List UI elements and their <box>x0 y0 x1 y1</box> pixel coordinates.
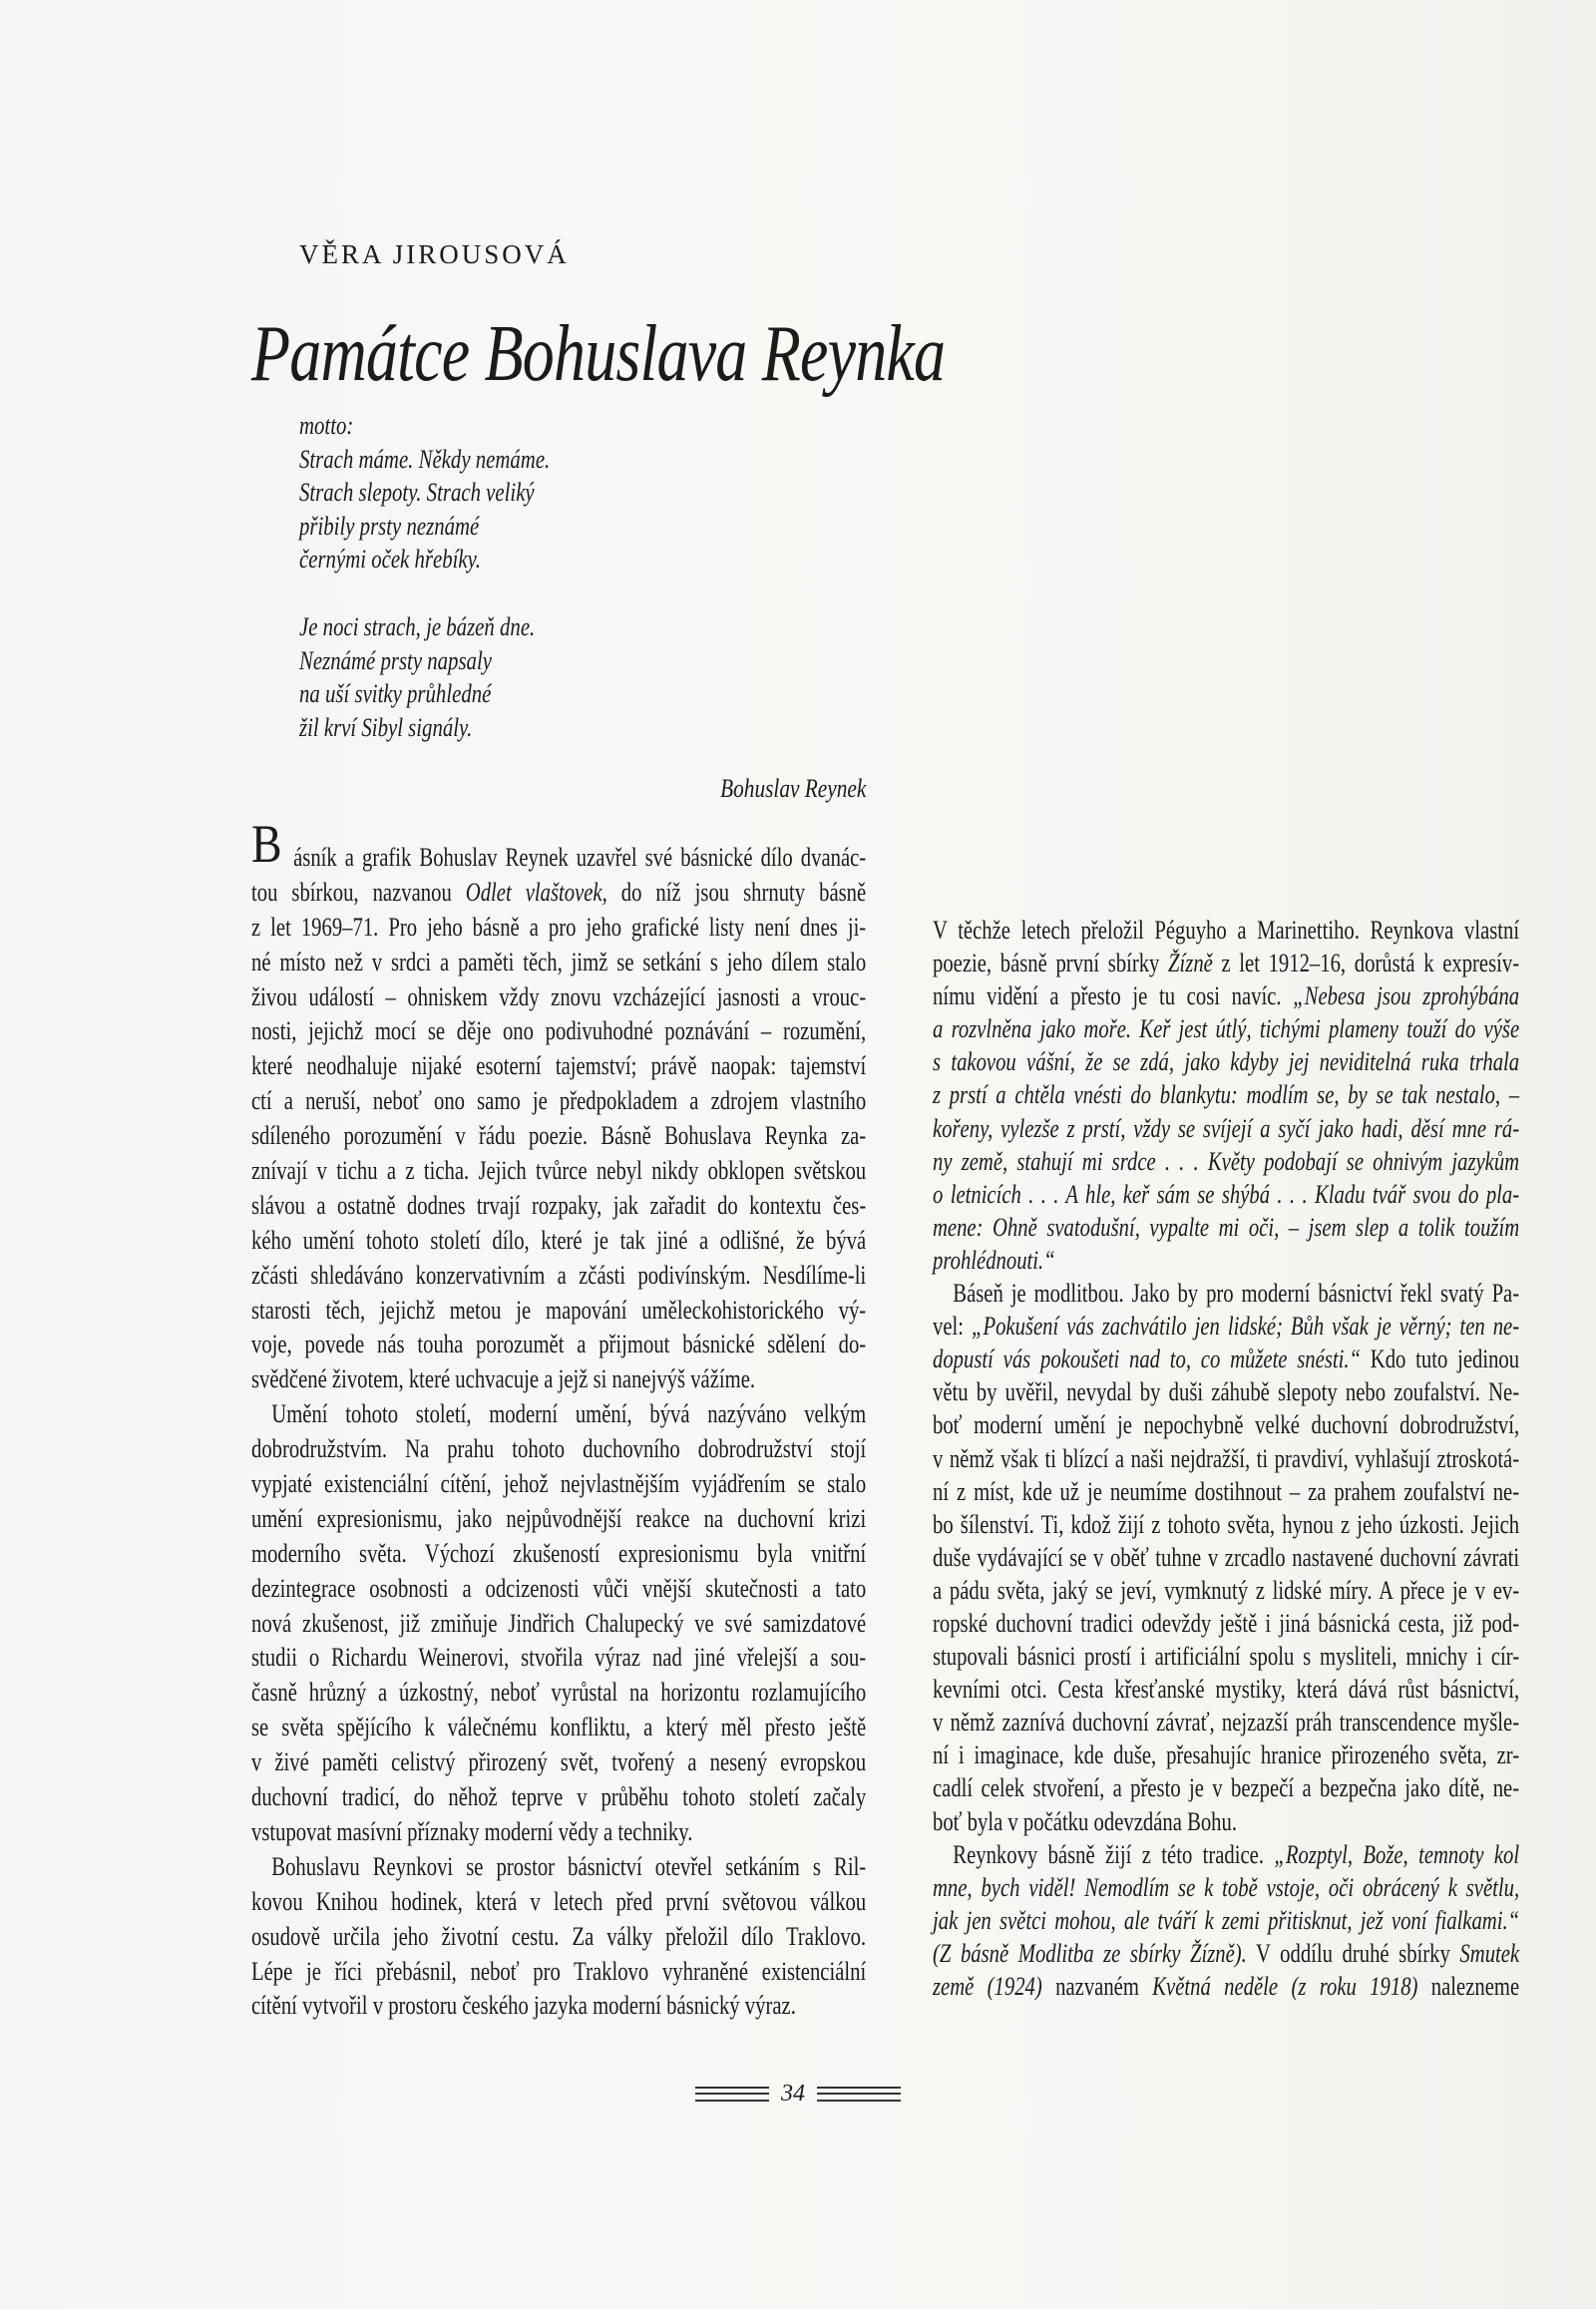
text-segment: tou sbírkou, nazvanou <box>251 876 466 907</box>
italic-quote-segment: „Rozptyl, Bože, temnoty kol <box>1274 1838 1520 1869</box>
text-line <box>933 1442 1519 1475</box>
text-segment: znívají v tichu a z ticha. Jejich tvůrce nebyl nikdy obklopen světskou <box>251 1155 867 1186</box>
text-line <box>933 1508 1519 1541</box>
text-line <box>251 1153 866 1188</box>
text-segment: ctí a neruší, neboť ono samo je předpokladem a zdrojem vlastního <box>251 1085 867 1116</box>
motto-line: černými oček hřebíky. <box>299 545 481 574</box>
decorative-rule-right <box>817 2087 901 2102</box>
text-segment: duše vydávající se v oběť tuhne v zrcadlo nastavené duchovní závrati <box>933 1541 1520 1572</box>
text-segment: né místo než v srdci a paměti těch, jimž se setkání s jeho dílem stalo <box>251 946 867 976</box>
motto-label: motto: <box>299 411 354 440</box>
drop-cap-letter: B <box>251 814 282 874</box>
text-segment: boť moderní umění je nepochybně velké duchovní dobrodružství, <box>933 1409 1520 1440</box>
text-line <box>933 1771 1519 1804</box>
text-segment: nová zkušenost, již zmiňuje Jindřich Chalupecký ve své samizdatové <box>251 1607 867 1638</box>
text-segment: voje, povede nás touha porozumět a přijmout básnické sdělení do- <box>251 1329 867 1359</box>
text-line <box>251 1396 866 1431</box>
italic-quote-segment: „Pokušení vás zachvátilo jen lidské; Bůh však je věrný; ten ne- <box>971 1311 1520 1342</box>
text-line <box>251 945 866 979</box>
decorative-rule-left <box>695 2087 769 2102</box>
text-segment: vypjaté existenciální cítění, jehož nejvlastnějším vyjádřením se stalo <box>251 1468 867 1499</box>
text-segment: moderního světa. Výchozí zkušeností expresionismu byla vnitřní <box>251 1537 867 1568</box>
text-segment: bo šílenství. Ti, kdož žijí z tohoto světa, hynou z jeho úzkosti. Jejich <box>933 1508 1520 1539</box>
italic-quote-segment: Květná neděle (z roku 1918) <box>1152 1971 1418 2001</box>
text-line <box>933 1706 1519 1738</box>
italic-quote-segment: Smutek <box>1459 1937 1520 1968</box>
text-line <box>933 1310 1519 1343</box>
text-line <box>933 1937 1519 1970</box>
text-segment: studii o Richardu Weinerovi, stvořila výraz nad jiné vřelejší a sou- <box>251 1642 867 1673</box>
italic-quote-segment: s takovou vášní, že se zdá, jako kdyby jej neviditelná ruka trhala <box>933 1046 1520 1077</box>
text-segment: nímu vidění a přesto je tu cosi navíc. <box>933 980 1294 1011</box>
motto-line: Je noci strach, je bázeň dne. <box>299 612 536 641</box>
italic-quote-segment: a rozvlněna jako moře. Keř jest útlý, tichými plameny touží do výše <box>933 1013 1520 1044</box>
text-line <box>251 1536 866 1571</box>
italic-quote-segment: dopustí vás pokoušeti nad to, co můžete snésti.“ <box>933 1344 1362 1374</box>
text-segment: Bohuslavu Reynkovi se prostor básnictví otevřel setkáním s Ril- <box>271 1850 867 1881</box>
text-line <box>933 1045 1519 1078</box>
text-line <box>933 1244 1519 1277</box>
text-line <box>251 1814 866 1849</box>
text-segment: starosti těch, jejichž metou je mapování uměleckohistorického vý- <box>251 1294 867 1325</box>
text-line <box>933 1871 1519 1904</box>
text-segment: vstupovat masívní příznaky moderní vědy a techniky. <box>251 1815 693 1846</box>
text-line <box>251 1919 866 1954</box>
text-line <box>251 1744 866 1779</box>
text-line <box>251 1293 866 1328</box>
text-line <box>933 1673 1519 1706</box>
italic-quote-segment: mene: Ohně svatodušní, vypalte mi oči, – jsem slep a tolik toužím <box>933 1211 1520 1242</box>
text-line <box>251 1884 866 1919</box>
italic-quote-segment: kořeny, vylezše z prstí, vždy se svíjejí a syčí jako hadi, děsí mne rá- <box>933 1112 1520 1143</box>
text-segment: Umění tohoto století, moderní umění, bývá nazýváno velkým <box>271 1398 867 1429</box>
motto-stanza-2 <box>299 610 535 744</box>
text-line <box>251 979 866 1014</box>
text-line <box>251 1675 866 1710</box>
text-segment: z let 1969–71. Pro jeho básně a pro jeho grafické listy není dnes ji- <box>251 911 867 942</box>
text-line <box>251 1361 866 1396</box>
text-line <box>251 840 866 875</box>
motto-stanza-1 <box>299 409 550 577</box>
text-line <box>251 1431 866 1466</box>
text-line <box>933 1970 1519 2003</box>
text-segment: z let 1912–16, dorůstá k expresív- <box>1212 948 1520 978</box>
text-segment: umění expresionismu, jako nejpůvodnější reakce na duchovní krizi <box>251 1502 867 1533</box>
motto-line: přibily prsty neznámé <box>299 511 480 541</box>
text-line <box>933 1805 1519 1838</box>
text-line <box>933 1277 1519 1310</box>
text-line <box>933 1112 1519 1145</box>
text-segment: boť byla v počátku odevzdána Bohu. <box>933 1805 1238 1836</box>
text-segment: Lépe je říci přebásnil, neboť pro Traklovo vyhraněné existenciální <box>251 1955 867 1986</box>
right-text-column <box>933 914 1519 2003</box>
text-line <box>251 1606 866 1641</box>
author-name: VĚRA JIROUSOVÁ <box>299 239 570 269</box>
text-line <box>251 1779 866 1814</box>
text-segment: ní i imaginace, kde duše, přesahujíc hranice přirozeného světa, zr- <box>933 1739 1520 1770</box>
italic-quote-segment: ny země, stahují mi srdce . . . Květy podobají se ohnivým jazykům <box>933 1145 1520 1176</box>
motto-line: Strach máme. Někdy nemáme. <box>299 444 551 474</box>
text-line <box>251 1223 866 1258</box>
text-line <box>251 875 866 910</box>
text-segment: sdíleného porozumění v řádu poezie. Básně Bohuslava Reynka za- <box>251 1120 867 1151</box>
text-line <box>933 1012 1519 1045</box>
text-segment: zčásti shledáváno konzervativním a zčásti podivínským. Nesdílíme-li <box>251 1259 867 1290</box>
text-segment: ní z míst, kde už je neumíme dostihnout – za prahem zoufalství ne- <box>933 1475 1520 1506</box>
text-line <box>933 1838 1519 1871</box>
text-segment: Reynkovy básně žijí z této tradice. <box>953 1838 1275 1869</box>
text-line <box>251 1048 866 1083</box>
text-segment: které neodhaluje nijaké esoterní tajemství; právě naopak: tajemství <box>251 1050 867 1081</box>
text-segment: cadlí celek stvoření, a přesto je v bezpečí a bezpečna jako dítě, ne- <box>933 1772 1520 1803</box>
italic-quote-segment: z prstí a chtěla vnésti do blankytu: modlím se, by se tak nestalo, – <box>933 1079 1520 1110</box>
text-line <box>251 1258 866 1293</box>
text-line <box>933 979 1519 1012</box>
italic-quote-segment: Žízně <box>1168 948 1213 978</box>
text-segment: duchovní tradicí, do něhož teprve v průběhu tohoto století začaly <box>251 1781 867 1812</box>
page-footer <box>0 2081 1596 2108</box>
text-line <box>251 1466 866 1501</box>
text-segment: časně hrůzný a úzkostný, neboť vyrůstal na horizontu rozlamujícího <box>251 1677 867 1708</box>
text-line <box>933 1738 1519 1771</box>
text-segment: se světa spějícího k válečnému konfliktu, a který měl přesto ještě <box>251 1712 867 1742</box>
left-text-column <box>251 840 866 2023</box>
text-segment: Kdo tuto jedinou <box>1361 1344 1520 1374</box>
italic-quote-segment: mne, bych viděl! Nemodlím se k tobě vstoje, oči obrácený k světlu, <box>933 1871 1520 1902</box>
text-line <box>933 1904 1519 1937</box>
text-segment: V oddílu druhé sbírky <box>1246 1937 1460 1968</box>
text-segment: kovou Knihou hodinek, která v letech před první světovou válkou <box>251 1885 867 1916</box>
text-segment: do níž jsou shrnuty básně <box>606 876 867 907</box>
text-segment: vel: <box>933 1311 972 1342</box>
italic-quote-segment: jak jen světci mohou, ale tváří k zemi přitisknut, jež voní fialkami.“ <box>933 1904 1520 1935</box>
text-segment: nalezneme <box>1417 1971 1520 2001</box>
text-line <box>251 1988 866 2023</box>
text-line <box>933 1640 1519 1673</box>
text-line <box>933 1574 1519 1607</box>
text-line <box>251 1083 866 1118</box>
italic-quote-segment: (Z básně Modlitba ze sbírky Žízně). <box>933 1937 1247 1968</box>
text-line <box>251 1710 866 1744</box>
text-line <box>933 1178 1519 1211</box>
text-segment: Báseň je modlitbou. Jako by pro moderní básnictví řekl svatý Pa- <box>953 1278 1520 1309</box>
text-segment: slávou a ostatně dodnes trvají rozpaky, jak zařadit do kontextu čes- <box>251 1189 867 1220</box>
text-segment: kevními otci. Cesta křesťanské mystiky, která dává růst básnictví, <box>933 1674 1520 1705</box>
motto-line: na uší svitky průhledné <box>299 679 492 708</box>
text-line <box>933 1145 1519 1178</box>
text-line <box>933 1375 1519 1408</box>
text-segment: větu by uvěřil, nevydal by duši záhubě slepoty nebo zoufalství. Ne- <box>933 1376 1520 1407</box>
text-line <box>933 1211 1519 1244</box>
motto-signature-text: Bohuslav Reynek <box>719 774 866 803</box>
text-line <box>251 1013 866 1048</box>
text-segment: v živé paměti celistvý přirozený svět, tvořený a nesený evropskou <box>251 1746 867 1777</box>
text-line <box>251 1571 866 1606</box>
italic-quote-segment: o letnicích . . . A hle, keř sám se shýbá . . . Kladu tvář svou do pla- <box>933 1178 1520 1209</box>
text-segment: ropské duchovní tradici odevždy ještě i jiná básnická cesta, již pod- <box>933 1607 1520 1638</box>
text-segment: ásník a grafik Bohuslav Reynek uzavřel své básnické dílo dvanác- <box>293 842 867 872</box>
text-line <box>933 1078 1519 1111</box>
text-line <box>251 1118 866 1153</box>
text-line <box>933 1607 1519 1640</box>
text-segment: nosti, jejichž mocí se děje ono podivuhodné poznávání – rozumění, <box>251 1015 867 1046</box>
text-segment: osudově určila jeho životní cestu. Za války přeložil dílo Traklovo. <box>251 1920 867 1951</box>
text-segment: cítění vytvořil v prostoru českého jazyka moderní básnický výraz. <box>251 1990 796 2021</box>
text-segment: živou událostí – ohniskem vždy znovu vzcházející jasnosti a vrouc- <box>251 980 867 1011</box>
text-line <box>933 947 1519 979</box>
text-segment: v němž však ti blízcí a naši nejdražší, ti pravdiví, vyhlašují ztroskotá- <box>933 1442 1520 1473</box>
text-segment: dezintegrace osobnosti a odcizenosti vůči vnější skutečnosti a tato <box>251 1572 867 1603</box>
text-line <box>933 1475 1519 1508</box>
motto-line: Strach slepoty. Strach veliký <box>299 478 535 507</box>
text-line <box>251 910 866 945</box>
text-line <box>251 1327 866 1361</box>
text-segment: nazvaném <box>1041 1971 1153 2001</box>
text-line <box>933 1343 1519 1375</box>
text-line <box>251 1954 866 1989</box>
italic-quote-segment: prohlédnouti.“ <box>933 1244 1055 1275</box>
italic-quote-segment: země (1924) <box>933 1971 1042 2001</box>
text-line <box>933 914 1519 947</box>
text-segment: V těchže letech přeložil Péguyho a Marinettiho. Reynkova vlastní <box>933 915 1520 945</box>
italic-quote-segment: Odlet vlaštovek, <box>465 876 607 907</box>
text-segment: svědčené životem, které uchvacuje a jejž si nanejvýš vážíme. <box>251 1363 756 1394</box>
text-line <box>933 1541 1519 1574</box>
text-segment: a pádu světa, jaký se jeví, vymknutý z lidské míry. A přece je v ev- <box>933 1574 1520 1605</box>
motto-line: Neznámé prsty napsaly <box>299 645 492 675</box>
text-line <box>251 1188 866 1223</box>
text-segment: v němž zaznívá duchovní závrať, nejzazší práh transcendence myšle- <box>933 1707 1520 1737</box>
page-number: 34 <box>781 2081 805 2107</box>
article-title: Památce Bohuslava Reynka <box>251 310 946 398</box>
text-line <box>933 1408 1519 1441</box>
text-line <box>251 1501 866 1536</box>
text-segment: dobrodružstvím. Na prahu tohoto duchovního dobrodružství stojí <box>251 1433 867 1464</box>
motto-line: žil krví Sibyl signály. <box>299 712 473 742</box>
italic-quote-segment: „Nebesa jsou zprohýbána <box>1293 980 1520 1011</box>
text-segment: stupovali básnici prostí i artificiální spolu s mysliteli, mnichy i cír- <box>933 1641 1520 1672</box>
text-line <box>251 1640 866 1675</box>
text-segment: poezie, básně první sbírky <box>933 948 1169 978</box>
text-line <box>251 1849 866 1884</box>
text-segment: kého umění tohoto století dílo, které je tak jiné a odlišné, že bývá <box>251 1224 867 1255</box>
motto-signature <box>0 774 866 804</box>
